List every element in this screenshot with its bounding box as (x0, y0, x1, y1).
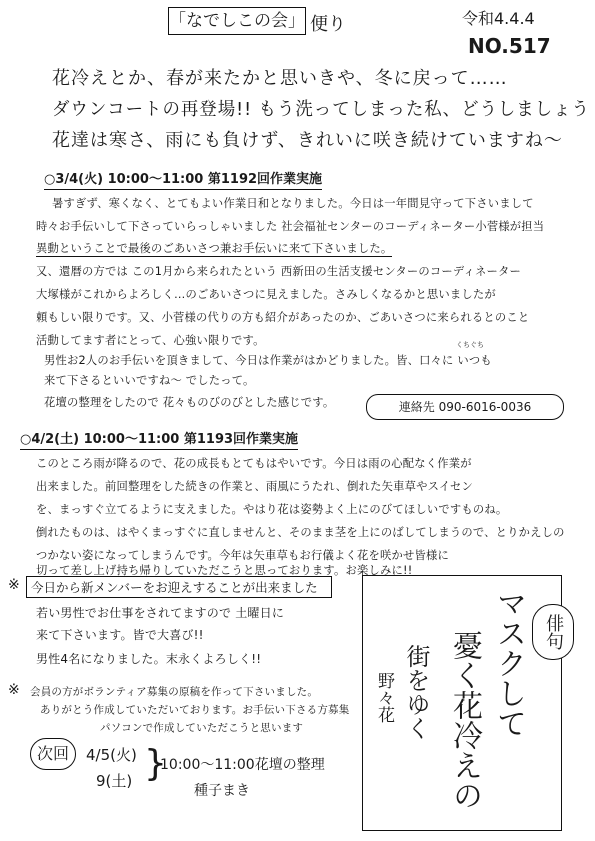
haiku-label: 俳句 (532, 604, 574, 660)
volunteer-line: パソコンで作成していただこうと思います (100, 722, 304, 734)
newsletter-title: 「なでしこの会」 (168, 7, 306, 35)
newsletter-title-suffix: 便り (310, 14, 346, 35)
next-session-date-2: 9(土) (96, 772, 133, 790)
haiku-author: 野々花 (374, 672, 394, 723)
new-member-announcement: 今日から新メンバーをお迎えすることが出来ました (26, 576, 332, 598)
section1-heading: ○3/4(火) 10:00～11:00 第1192回作業実施 (44, 168, 322, 190)
section1-line: 時々お手伝いして下さっていらっしゃいました 社会福祉センターのコーディネーター小菅様が担当 (36, 220, 545, 233)
next-session-date-1: 4/5(火) (86, 746, 137, 764)
contact-number: 連絡先 090-6016-0036 (366, 394, 564, 420)
section1-line: 花壇の整理をしたので 花々ものびのびとした感じです。 (44, 396, 335, 409)
section1-line: 男性お2人のお手伝いを頂きまして、今日は作業がはかどりました。皆、口々に いつも (44, 354, 492, 367)
section1-line: 頼もしい限りです。又、小菅様の代りの方も紹介があったのか、ごあいさつに来られるとのこと (36, 311, 530, 324)
section1-line: 異動ということで最後のごあいさつ兼お手伝いに来て下さいました。 (36, 242, 393, 255)
section1-line: 暑すぎず、寒くなく、とてもよい作業日和となりました。今日は一年間見守って下さいまして (52, 197, 534, 210)
next-session-extra: 種子まき (194, 783, 250, 799)
section2-line: を、まっすぐ立てるように支えました。やはり花は姿勢よく上にのびてほしいですものね。 (36, 503, 508, 516)
new-member-line: 若い男性でお仕事をされてますので 土曜日に (36, 606, 285, 620)
note-mark: ※ (8, 577, 20, 593)
section1-line: 活動してます者にとって、心強い限りです。 (36, 334, 265, 347)
section1-line: 又、還暦の方では この1月から来られたという 西新田の生活支援センターのコーディネーター (36, 265, 521, 278)
next-session-label: 次回 (30, 738, 76, 770)
furigana: くちぐち (456, 341, 484, 349)
volunteer-line: ありがとう作成していただいております。お手伝い下さる方募集 (40, 704, 350, 716)
section2-line: 切って差し上げ持ち帰りしていただこうと思っております。お楽しみに!! (36, 564, 413, 577)
volunteer-line: 会員の方がボランティア募集の原稿を作って下さいました。 (30, 686, 319, 698)
new-member-line: 男性4名になりました。末永くよろしく!! (36, 652, 262, 666)
section1-line: 来て下さるといいですね～ でしたって。 (44, 374, 255, 387)
intro-line-3: 花達は寒さ、雨にも負けず、きれいに咲き続けていますね～ (52, 130, 563, 151)
section2-line: 出来ました。前回整理をした続きの作業と、雨風にうたれ、倒れた矢車草やスイセン (36, 480, 473, 493)
section2-line: 倒れたものは、はやくまっすぐに直しませんと、そのまま茎を上にのばしてしまうので、とりかえしの (36, 526, 565, 539)
haiku-line-2: 憂く花冷えの (447, 630, 482, 810)
section2-line: このところ雨が降るので、花の成長もとてもはやいです。今日は雨の心配なく作業が (36, 457, 472, 470)
section2-heading: ○4/2(土) 10:00～11:00 第1193回作業実施 (20, 428, 298, 450)
intro-line-2: ダウンコートの再登場!! もう洗ってしまった私、どうしましょう (52, 99, 590, 120)
new-member-line: 来て下さいます。皆で大喜び!! (36, 628, 204, 642)
next-session-detail: 10:00～11:00花壇の整理 (160, 757, 325, 773)
haiku-line-1: マスクして (491, 588, 526, 738)
haiku-line-3: 街をゆく (402, 644, 430, 740)
next-session-brace: } (144, 743, 167, 784)
intro-line-1: 花冷えとか、春が来たかと思いきや、冬に戻って…… (52, 68, 508, 89)
issue-date: 令和4.4.4 (462, 9, 535, 28)
issue-number: NO.517 (468, 34, 551, 58)
section1-line: 大塚様がこれからよろしく…のごあいさつに見えました。さみしくなるかと思いましたが (36, 288, 496, 301)
note-mark: ※ (8, 682, 20, 698)
section2-line: つかない姿になってしまうんです。今年は矢車草もお行儀よく花を咲かせ皆様に (36, 549, 449, 562)
